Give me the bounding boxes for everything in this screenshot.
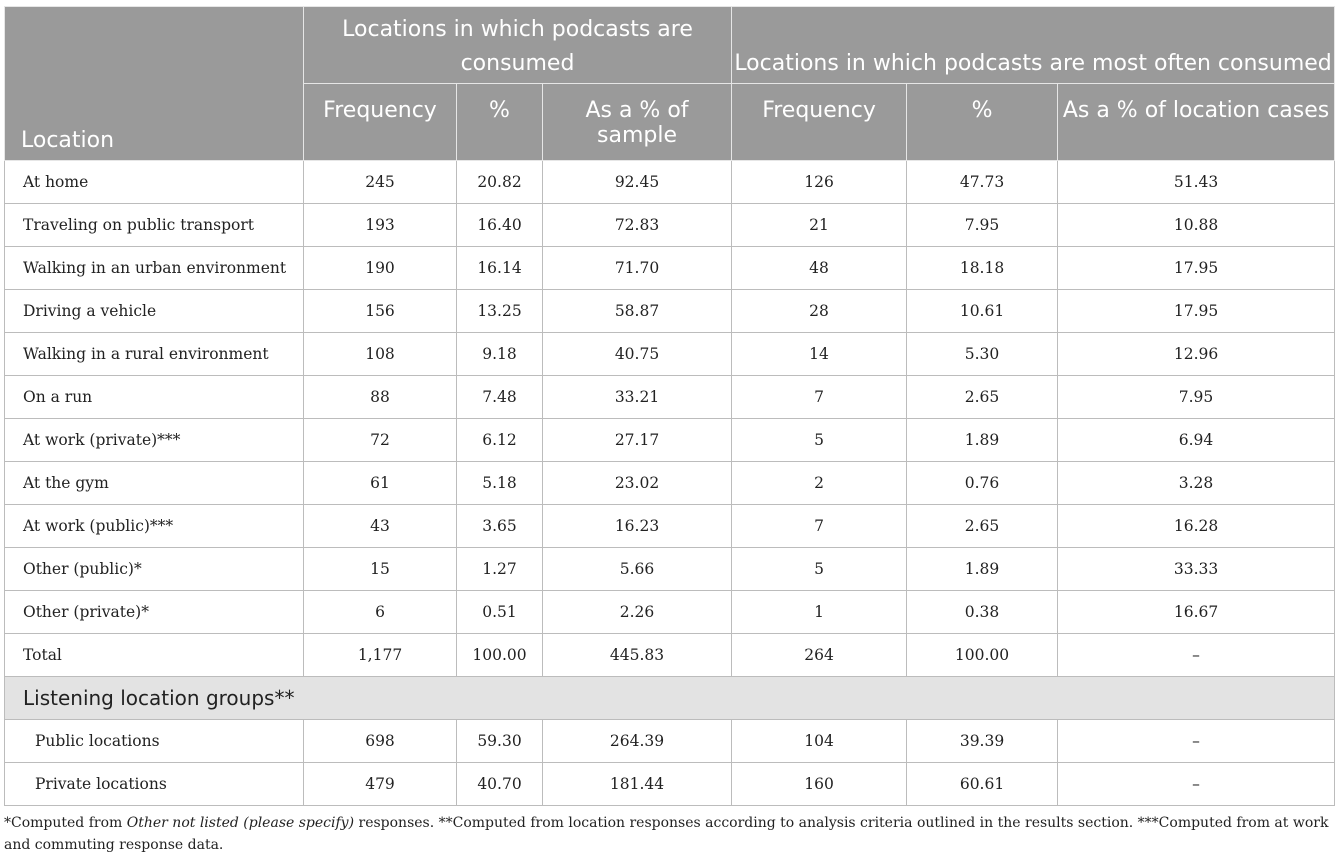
table-cell: 2.65	[907, 505, 1058, 548]
row-label: Traveling on public transport	[5, 204, 304, 247]
table-cell: 15	[304, 548, 457, 591]
table-cell: 100.00	[907, 634, 1058, 677]
table-cell: 264	[732, 634, 907, 677]
table-cell: 7	[732, 505, 907, 548]
table-cell: 104	[732, 720, 907, 763]
header-location: Location	[5, 7, 304, 161]
row-label: Total	[5, 634, 304, 677]
table-cell: 27.17	[543, 419, 732, 462]
table-cell: 17.95	[1058, 290, 1335, 333]
table-cell: 60.61	[907, 763, 1058, 806]
table-cell: 48	[732, 247, 907, 290]
table-cell: 58.87	[543, 290, 732, 333]
table-cell: 88	[304, 376, 457, 419]
table-container	[4, 6, 1334, 806]
table-row	[5, 247, 1335, 290]
table-row	[5, 290, 1335, 333]
table-cell: –	[1058, 763, 1335, 806]
table-cell: 3.65	[457, 505, 543, 548]
table-cell: 100.00	[457, 634, 543, 677]
table-cell: 5	[732, 419, 907, 462]
table-cell: 51.43	[1058, 161, 1335, 204]
table-header	[5, 7, 1335, 161]
table-cell: 40.75	[543, 333, 732, 376]
table-cell: 16.23	[543, 505, 732, 548]
row-label: At the gym	[5, 462, 304, 505]
table-cell: 28	[732, 290, 907, 333]
row-label: At work (public)***	[5, 505, 304, 548]
row-label: On a run	[5, 376, 304, 419]
table-cell: 10.61	[907, 290, 1058, 333]
table-cell: 92.45	[543, 161, 732, 204]
table-cell: 33.33	[1058, 548, 1335, 591]
header-percent-2: %	[907, 84, 1058, 161]
table-cell: 72.83	[543, 204, 732, 247]
table-cell: 0.51	[457, 591, 543, 634]
table-cell: 5.30	[907, 333, 1058, 376]
table-cell: 7.95	[1058, 376, 1335, 419]
table-cell: 16.67	[1058, 591, 1335, 634]
table-cell: 479	[304, 763, 457, 806]
header-location-cases-percent: As a % of location cases	[1058, 84, 1335, 161]
table-cell: 13.25	[457, 290, 543, 333]
table-cell: 108	[304, 333, 457, 376]
table-cell: 6.94	[1058, 419, 1335, 462]
table-cell: 190	[304, 247, 457, 290]
table-cell: 126	[732, 161, 907, 204]
table-cell: 16.40	[457, 204, 543, 247]
table-cell: 10.88	[1058, 204, 1335, 247]
footnote-part1: *Computed from	[4, 815, 127, 831]
table-cell: 40.70	[457, 763, 543, 806]
table-cell: 1,177	[304, 634, 457, 677]
table-row	[5, 591, 1335, 634]
table-row	[5, 419, 1335, 462]
table-cell: 0.76	[907, 462, 1058, 505]
table-cell: 72	[304, 419, 457, 462]
table-cell: 1	[732, 591, 907, 634]
header-sample-percent: As a % of sample	[543, 84, 732, 161]
table-row	[5, 763, 1335, 806]
table-cell: 5.66	[543, 548, 732, 591]
row-label: At work (private)***	[5, 419, 304, 462]
table-cell: 0.38	[907, 591, 1058, 634]
table-cell: 16.14	[457, 247, 543, 290]
table-cell: 181.44	[543, 763, 732, 806]
header-frequency-2: Frequency	[732, 84, 907, 161]
table-cell: 5	[732, 548, 907, 591]
table-cell: 17.95	[1058, 247, 1335, 290]
table-row	[5, 376, 1335, 419]
table-cell: 39.39	[907, 720, 1058, 763]
row-label: Private locations	[5, 763, 304, 806]
table-cell: 12.96	[1058, 333, 1335, 376]
table-cell: 6	[304, 591, 457, 634]
table-cell: 43	[304, 505, 457, 548]
table-cell: 2.26	[543, 591, 732, 634]
table-cell: 1.89	[907, 419, 1058, 462]
table-cell: 245	[304, 161, 457, 204]
table-cell: –	[1058, 720, 1335, 763]
footnote-part2: responses. **Computed from location responses according to analysis criteria outlined in the results section. ***Computed from at work and commuting response data.	[4, 815, 1329, 853]
table-row	[5, 505, 1335, 548]
podcast-location-table	[4, 6, 1335, 806]
table-cell: 18.18	[907, 247, 1058, 290]
table-cell: 7	[732, 376, 907, 419]
row-label: Public locations	[5, 720, 304, 763]
table-cell: 6.12	[457, 419, 543, 462]
table-row	[5, 333, 1335, 376]
table-cell: 2.65	[907, 376, 1058, 419]
table-cell: 1.89	[907, 548, 1058, 591]
table-row	[5, 462, 1335, 505]
table-cell: 193	[304, 204, 457, 247]
row-label: Other (public)*	[5, 548, 304, 591]
header-percent-1: %	[457, 84, 543, 161]
table-row	[5, 548, 1335, 591]
table-cell: 9.18	[457, 333, 543, 376]
table-row	[5, 720, 1335, 763]
table-cell: 59.30	[457, 720, 543, 763]
table-row	[5, 161, 1335, 204]
table-cell: 21	[732, 204, 907, 247]
row-label: Walking in an urban environment	[5, 247, 304, 290]
table-body	[5, 161, 1335, 806]
table-cell: 156	[304, 290, 457, 333]
row-label: Driving a vehicle	[5, 290, 304, 333]
table-cell: 264.39	[543, 720, 732, 763]
table-cell: 2	[732, 462, 907, 505]
table-cell: 1.27	[457, 548, 543, 591]
header-group-consumed: Locations in which podcasts are consumed	[304, 7, 732, 84]
table-cell: 71.70	[543, 247, 732, 290]
table-cell: 3.28	[1058, 462, 1335, 505]
table-cell: 23.02	[543, 462, 732, 505]
header-frequency-1: Frequency	[304, 84, 457, 161]
table-cell: 20.82	[457, 161, 543, 204]
row-label: Walking in a rural environment	[5, 333, 304, 376]
table-cell: –	[1058, 634, 1335, 677]
table-footnote	[4, 812, 1334, 856]
table-cell: 7.95	[907, 204, 1058, 247]
table-cell: 16.28	[1058, 505, 1335, 548]
table-cell: 7.48	[457, 376, 543, 419]
table-row	[5, 204, 1335, 247]
row-label: At home	[5, 161, 304, 204]
table-cell: 698	[304, 720, 457, 763]
table-cell: 445.83	[543, 634, 732, 677]
footnote-italic: Other not listed (please specify)	[126, 815, 355, 831]
table-cell: 5.18	[457, 462, 543, 505]
table-cell: 61	[304, 462, 457, 505]
group-section-title: Listening location groups**	[5, 677, 1335, 720]
group-section-header	[5, 677, 1335, 720]
header-group-most-often: Locations in which podcasts are most often consumed	[732, 7, 1335, 84]
table-cell: 47.73	[907, 161, 1058, 204]
table-row	[5, 634, 1335, 677]
row-label: Other (private)*	[5, 591, 304, 634]
table-cell: 160	[732, 763, 907, 806]
table-cell: 33.21	[543, 376, 732, 419]
table-cell: 14	[732, 333, 907, 376]
